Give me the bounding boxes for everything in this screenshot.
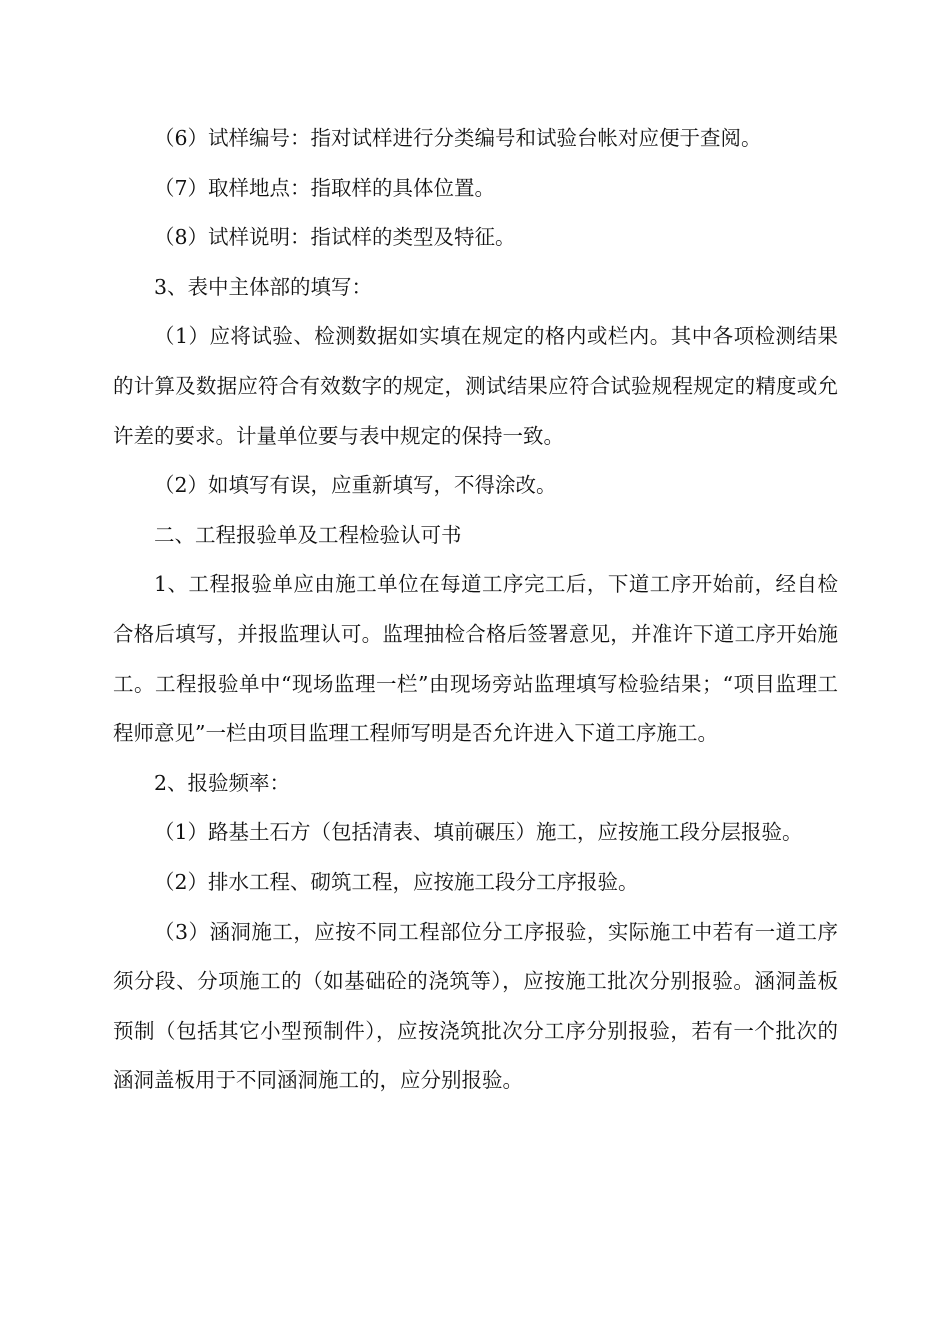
paragraph-sample-number: （6）试样编号：指对试样进行分类编号和试验台帐对应便于查阅。 xyxy=(154,126,762,150)
paragraph-inspection-form-procedure: 1、工程报验单应由施工单位在每道工序完工后，下道工序开始前，经自检合格后填写，并报监理认可。监理抽检合格后签署意见，并准许下道工序开始施工。工程报验单中“现场监理一栏”由现场旁站监理填写检验结果；“项目监理工程师意见”一栏由项目监理工程师写明是否允许进入下道工序施工。 xyxy=(113,572,838,746)
paragraph-drainage-inspection: （2）排水工程、砌筑工程，应按施工段分工序报验。 xyxy=(154,869,639,894)
paragraph-sampling-location: （7）取样地点：指取样的具体位置。 xyxy=(154,175,496,200)
section-heading-table-body: 3、表中主体部的填写： xyxy=(154,274,373,299)
paragraph-earthwork-inspection: （1）路基土石方（包括清表、填前碾压）施工，应按施工段分层报验。 xyxy=(154,820,803,845)
paragraph-sample-description: （8）试样说明：指试样的类型及特征。 xyxy=(154,225,516,250)
paragraph-culvert-inspection: （3）涵洞施工，应按不同工程部位分工序报验，实际施工中若有一道工序须分段、分项施工的（如基础砼的浇筑等），应按施工批次分别报验。涵洞盖板预制（包括其它小型预制件），应按浇筑批次分工序分别报验，若有一个批次的涵洞盖板用于不同涵洞施工的，应分别报验。 xyxy=(113,919,838,1093)
paragraph-fill-data: （1）应将试验、检测数据如实填在规定的格内或栏内。其中各项检测结果的计算及数据应符合有效数字的规定，测试结果应符合试验规程规定的精度或允许差的要求。计量单位要与表中规定的保持一致。 xyxy=(113,324,838,448)
section-heading-inspection-forms: 二、工程报验单及工程检验认可书 xyxy=(154,522,462,547)
section-heading-inspection-frequency: 2、报验频率： xyxy=(154,770,291,795)
paragraph-correction-rule: （2）如填写有误，应重新填写，不得涂改。 xyxy=(154,473,557,498)
document-body xyxy=(113,114,838,1106)
